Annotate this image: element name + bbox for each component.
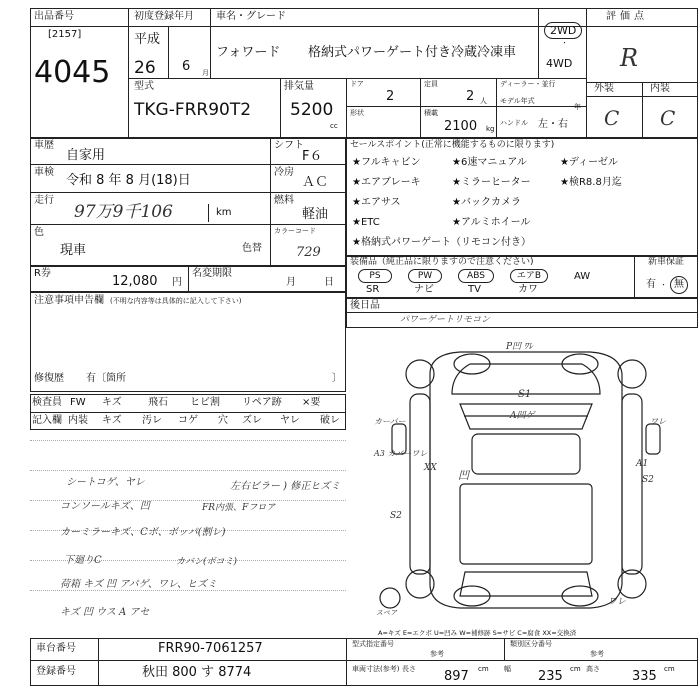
diagram-mark: ワレ bbox=[650, 417, 666, 426]
height: 335 bbox=[632, 669, 657, 684]
sp-item: ★ディーゼル bbox=[560, 157, 618, 168]
selling-points-title: セールスポイント(正常に機能するものに限ります) bbox=[350, 140, 555, 150]
capacity-unit: 人 bbox=[480, 97, 487, 105]
inspector-label-1: 検査員 bbox=[32, 397, 62, 408]
inspection: 令和 8 年 8 月(18)日 bbox=[66, 173, 191, 188]
load: 2100 bbox=[444, 119, 478, 134]
aftermarket-block bbox=[346, 298, 698, 328]
equip-ps: PS bbox=[358, 269, 392, 283]
handle-label: ハンドル bbox=[500, 119, 528, 127]
month-unit: 月 bbox=[202, 69, 209, 77]
diagram-mark: ワレ bbox=[608, 597, 627, 607]
diagram-mark: S2 bbox=[642, 475, 654, 485]
equip-sr: SR bbox=[366, 284, 380, 295]
name-change-day: 日 bbox=[324, 277, 334, 288]
lot-sub: [2157] bbox=[48, 29, 82, 40]
equip-tv: TV bbox=[468, 284, 481, 295]
hw-note: カバン(ボコミ) bbox=[176, 557, 238, 567]
grade: 格納式パワーゲート付き冷蔵冷凍車 bbox=[308, 45, 517, 60]
diagram-mark: カーバー bbox=[374, 417, 406, 426]
recycle-unit: 円 bbox=[172, 277, 182, 288]
sp-item: ★ETC bbox=[352, 217, 380, 228]
insp-scratch: キズ bbox=[102, 397, 122, 408]
hw-note: コンソールキズ、凹 bbox=[60, 501, 150, 512]
header-block bbox=[30, 8, 698, 138]
doors-label: ドア bbox=[350, 80, 364, 88]
type-cert-label: 型式指定番号 bbox=[352, 640, 394, 648]
diagram-mark: A凹ゲ bbox=[510, 411, 535, 421]
history: 自家用 bbox=[66, 148, 106, 163]
warranty-label: 新車保証 bbox=[648, 257, 685, 267]
insp-crack: ヒビ割 bbox=[190, 397, 220, 408]
warranty-yes: 有 bbox=[646, 279, 656, 290]
displacement-label: 排気量 bbox=[284, 81, 314, 92]
inspector-label-2: 記入欄 bbox=[32, 415, 62, 426]
equip-aw: AW bbox=[574, 271, 591, 282]
inspection-label: 車検 bbox=[34, 167, 54, 178]
chassis-label: 車台番号 bbox=[36, 643, 76, 654]
length-label: 長さ bbox=[402, 665, 416, 673]
displacement: 5200 bbox=[290, 100, 334, 120]
caution-sub: (不明な内容等は具体的に記入して下さい) bbox=[110, 297, 242, 305]
aftermarket-label: 後日品 bbox=[350, 300, 380, 311]
warranty-dot: ・ bbox=[660, 281, 667, 289]
fuel-label: 燃料 bbox=[274, 195, 294, 206]
aftermarket-value: パワーゲートリモコン bbox=[400, 315, 491, 325]
color-label: 色 bbox=[34, 227, 44, 238]
diagram-mark: S1 bbox=[518, 389, 532, 400]
hw-note: キズ 凹 ウス A アセ bbox=[60, 607, 150, 618]
caution-label: 注意事項申告欄 bbox=[34, 295, 104, 306]
sp-item: ★アルミホイール bbox=[452, 217, 531, 228]
repair-label: 修復歴 bbox=[34, 373, 64, 384]
insp-interior: 内装 bbox=[68, 415, 88, 426]
drive-4wd: 4WD bbox=[546, 57, 573, 70]
height-label: 高さ bbox=[586, 665, 600, 673]
hw-note: FR内張、Fフロア bbox=[202, 503, 276, 513]
mileage-label: 走行 bbox=[34, 195, 54, 206]
diagram-mark: A1 bbox=[636, 459, 649, 469]
dealer-label: ディーラー・並行 bbox=[500, 80, 556, 88]
diagram-mark: スペア bbox=[376, 609, 397, 617]
car-name-label: 車名・グレード bbox=[216, 11, 286, 22]
width: 235 bbox=[538, 669, 563, 684]
grade-score: R bbox=[620, 44, 639, 72]
sp-item: ★エアサス bbox=[352, 197, 401, 208]
insp-int-scratch: キズ bbox=[102, 415, 122, 426]
equip-navi: ナビ bbox=[414, 284, 434, 295]
insp-chip: 飛石 bbox=[148, 397, 168, 408]
name-change-label: 名変期限 bbox=[192, 268, 232, 279]
hw-note: シートコゲ、ヤレ bbox=[66, 477, 145, 488]
recycle-amount: 12,080 bbox=[112, 274, 158, 289]
name-change-month: 月 bbox=[286, 277, 296, 288]
insp-burn: コゲ bbox=[178, 415, 198, 426]
hw-note: 左右ビラー ) 修正ヒズミ bbox=[230, 481, 341, 492]
sp-item: ★バックカメラ bbox=[452, 197, 521, 208]
insp-tear: 破レ bbox=[320, 415, 340, 426]
model: TKG-FRR90T2 bbox=[134, 100, 252, 120]
length-unit: cm bbox=[478, 665, 489, 673]
ref-1: 参考 bbox=[430, 650, 444, 658]
capacity: 2 bbox=[466, 89, 475, 104]
model-year-label: モデル年式 bbox=[500, 97, 535, 105]
equip-pw: PW bbox=[408, 269, 442, 283]
shift: F６ bbox=[302, 149, 323, 164]
displacement-unit: cc bbox=[330, 122, 338, 130]
car-name: フォワード bbox=[216, 45, 281, 60]
doors: 2 bbox=[386, 89, 395, 104]
drive-2wd: 2WD bbox=[544, 22, 582, 39]
width-unit: cm bbox=[570, 665, 581, 673]
exterior-label: 外装 bbox=[594, 83, 614, 94]
plate: 秋田 800 す 8774 bbox=[142, 665, 252, 680]
shape-label: 形状 bbox=[350, 109, 364, 117]
hw-note: 荷箱 キズ 凹 アパゲ、ワレ、ヒズミ bbox=[60, 579, 218, 590]
plate-label: 登録番号 bbox=[36, 666, 76, 677]
equipment-title: 装備品（純正品に限りますので注意ください) bbox=[350, 257, 534, 267]
repair-close: 〕 bbox=[332, 373, 342, 384]
score-label: 評価点 bbox=[606, 11, 648, 22]
drive-dot: ・ bbox=[561, 39, 568, 47]
era: 平成 bbox=[134, 32, 161, 47]
dims-label: 車両寸法(参考) bbox=[352, 665, 400, 673]
hw-note: 下廻りC bbox=[64, 555, 102, 566]
insp-wear: ヤレ bbox=[280, 415, 300, 426]
height-unit: cm bbox=[664, 665, 675, 673]
fuel: 軽油 bbox=[302, 207, 329, 222]
equip-abs: ABS bbox=[458, 269, 494, 283]
sp-item: ★検R8.8月迄 bbox=[560, 177, 622, 188]
recycle-label: R券 bbox=[34, 268, 51, 279]
mileage: 97万9千106 bbox=[74, 202, 173, 222]
diagram-mark: S2 bbox=[390, 511, 402, 521]
class-label: 類別区分番号 bbox=[510, 640, 552, 648]
equip-leather: カワ bbox=[518, 284, 538, 295]
diagram-mark: 凹 bbox=[458, 469, 469, 482]
auction-sheet bbox=[30, 8, 698, 698]
reg-month: 6 bbox=[182, 59, 191, 74]
lot-number: 4045 bbox=[34, 55, 111, 90]
insp-repair: リペア跡 bbox=[242, 397, 282, 408]
sp-item: ★ミラーヒーター bbox=[452, 177, 531, 188]
year-unit: 年 bbox=[574, 103, 581, 111]
insp-hole: 穴 bbox=[218, 415, 228, 426]
color-code: 729 bbox=[296, 245, 321, 260]
load-label: 積載 bbox=[424, 109, 438, 117]
handle: 左・右 bbox=[538, 119, 568, 130]
equip-airbag: エアB bbox=[510, 269, 548, 283]
insp-stain: 汚レ bbox=[142, 415, 162, 426]
sp-item: ★6速マニュアル bbox=[452, 157, 527, 168]
ac-label: 冷房 bbox=[274, 167, 294, 178]
model-label: 型式 bbox=[134, 81, 154, 92]
history-label: 車歴 bbox=[34, 140, 54, 151]
first-reg-label: 初度登録年月 bbox=[134, 11, 194, 22]
reg-year: 26 bbox=[134, 58, 156, 78]
diagram-mark: P凹 ﾜﾚ bbox=[506, 342, 533, 352]
shift-label: シフト bbox=[274, 140, 304, 151]
insp-shift: ズレ bbox=[242, 415, 262, 426]
insp-need: ×要 bbox=[302, 397, 321, 408]
interior-score: C bbox=[660, 106, 676, 130]
hw-note: カーミラーキズ、Cボ、ボッパ(割レ) bbox=[60, 527, 226, 538]
sp-item: ★フルキャビン bbox=[352, 157, 421, 168]
load-unit: kg bbox=[486, 125, 495, 133]
interior-label: 内装 bbox=[650, 83, 670, 94]
color-change-label: 色替 bbox=[242, 243, 262, 254]
width-label: 幅 bbox=[504, 665, 511, 673]
sp-item: ★格納式パワーゲート（リモコン付き） bbox=[352, 237, 531, 248]
diagram-legend: A=キズ E=エクボ U=凹み W=補修跡 S=サビ C=腐食 XX=交換済 bbox=[378, 629, 577, 637]
insp-fw: FW bbox=[70, 397, 86, 408]
capacity-label: 定員 bbox=[424, 80, 438, 88]
warranty-no: 無 bbox=[670, 276, 688, 294]
chassis: FRR90-7061257 bbox=[158, 641, 263, 656]
exterior-score: C bbox=[604, 106, 620, 130]
length: 897 bbox=[444, 669, 469, 684]
repair-value: 有〔箇所 bbox=[86, 373, 126, 384]
diagram-mark: A3 カバーワレ bbox=[374, 449, 428, 458]
color-code-label: カラーコード bbox=[274, 227, 316, 235]
sp-item: ★エアブレーキ bbox=[352, 177, 421, 188]
caution-block bbox=[30, 292, 346, 392]
mileage-unit: km bbox=[216, 207, 232, 218]
color: 現車 bbox=[60, 243, 87, 258]
lot-label: 出品番号 bbox=[34, 11, 74, 22]
ref-2: 参考 bbox=[590, 650, 604, 658]
ac: ＡＣ bbox=[302, 175, 329, 190]
diagram-mark: XX bbox=[424, 463, 437, 473]
